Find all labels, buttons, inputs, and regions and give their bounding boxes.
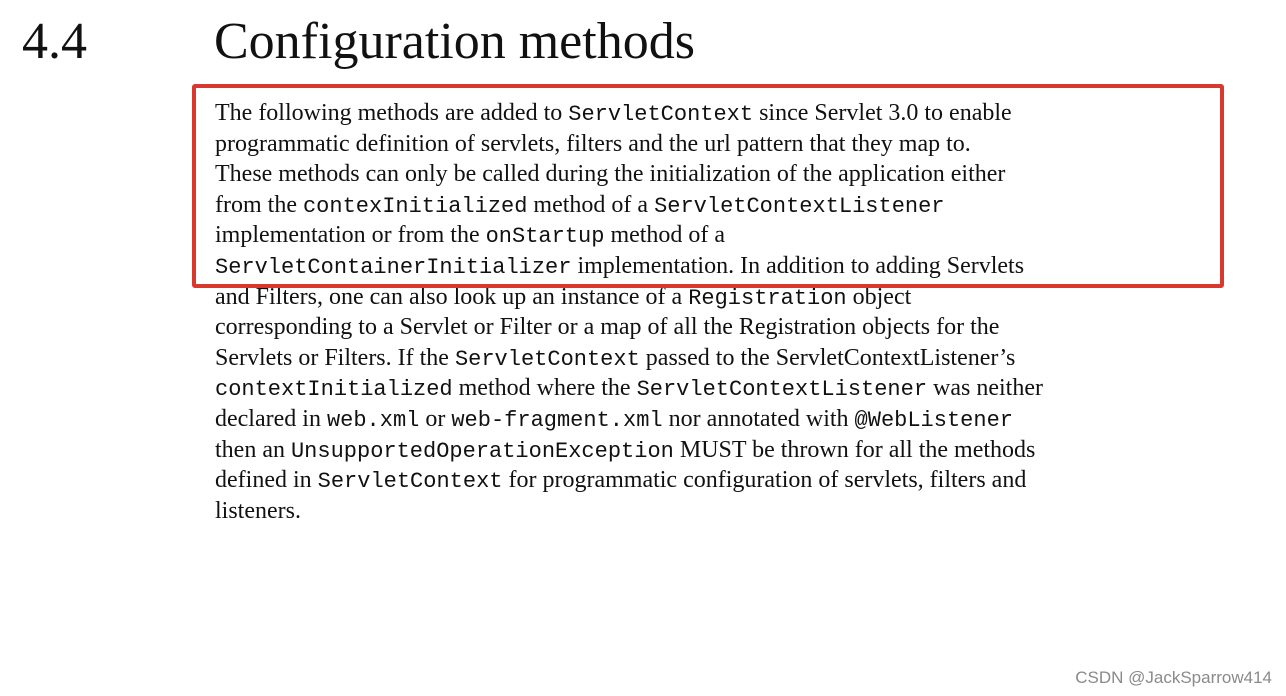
text-span: declared in [215,405,327,432]
text-span: passed to the ServletContextListener’s [639,344,1016,371]
text-span: listeners. [215,497,301,524]
text-span: method where the [452,375,637,402]
code-span: ServletContextListener [654,193,945,219]
code-span: UnsupportedOperationException [290,438,674,464]
text-span: then an [215,436,291,463]
code-span: ServletContext [317,469,503,495]
body-paragraph [215,98,1215,526]
code-span: ServletContext [568,102,754,127]
text-line [215,190,1215,221]
text-span: nor annotated with [662,405,855,432]
text-span: corresponding to a Servlet or Filter or a map of all the Registration objects for the [215,314,1000,341]
text-line [215,251,1215,282]
text-line [215,343,1215,374]
code-span: ServletContainerInitializer [215,254,572,280]
watermark: CSDN @JackSparrow414 [1075,668,1272,687]
text-span: from the [215,191,303,218]
text-line [215,373,1215,404]
code-span: @WebListener [854,407,1013,433]
code-span: web.xml [326,407,420,433]
text-span: programmatic definition of servlets, filters and the url pattern that they map to. [215,130,971,157]
text-span: method of a [527,191,655,218]
section-number: 4.4 [22,13,87,70]
text-span: These methods can only be called during the initialization of the application either [215,161,1006,188]
text-line [215,159,1215,190]
text-line [215,129,1215,160]
code-span: ServletContext [454,346,640,372]
text-span: The following methods are added to [215,100,569,126]
text-span: or [419,405,452,432]
text-line [215,312,1215,343]
code-span: web-fragment.xml [451,407,663,433]
text-span: object [846,283,912,310]
code-span: Registration [688,285,847,311]
text-span: MUST be thrown for all the methods [673,436,1036,463]
text-span: for programmatic configuration of servlets, filters and [502,467,1027,494]
text-span: Servlets or Filters. If the [215,344,455,371]
code-span: contextInitialized [215,377,453,403]
text-span: method of a [604,222,726,249]
code-span: contexInitialized [302,193,528,219]
section-title: Configuration methods [214,13,695,70]
text-line [215,220,1215,251]
text-span: was neither [927,375,1043,402]
text-span: defined in [215,467,318,494]
text-span: implementation or from the [215,222,486,249]
code-span: onStartup [485,224,605,250]
code-span: ServletContextListener [636,377,928,403]
text-span: since Servlet 3.0 to enable [753,100,1012,126]
text-line [215,282,1215,313]
text-span: and Filters, one can also look up an instance of a [215,283,689,310]
text-line [215,465,1215,496]
text-line [215,496,1215,527]
text-line [215,98,1215,129]
text-line [215,435,1215,466]
text-line [215,404,1215,435]
text-span: implementation. In addition to adding Servlets [571,252,1025,279]
